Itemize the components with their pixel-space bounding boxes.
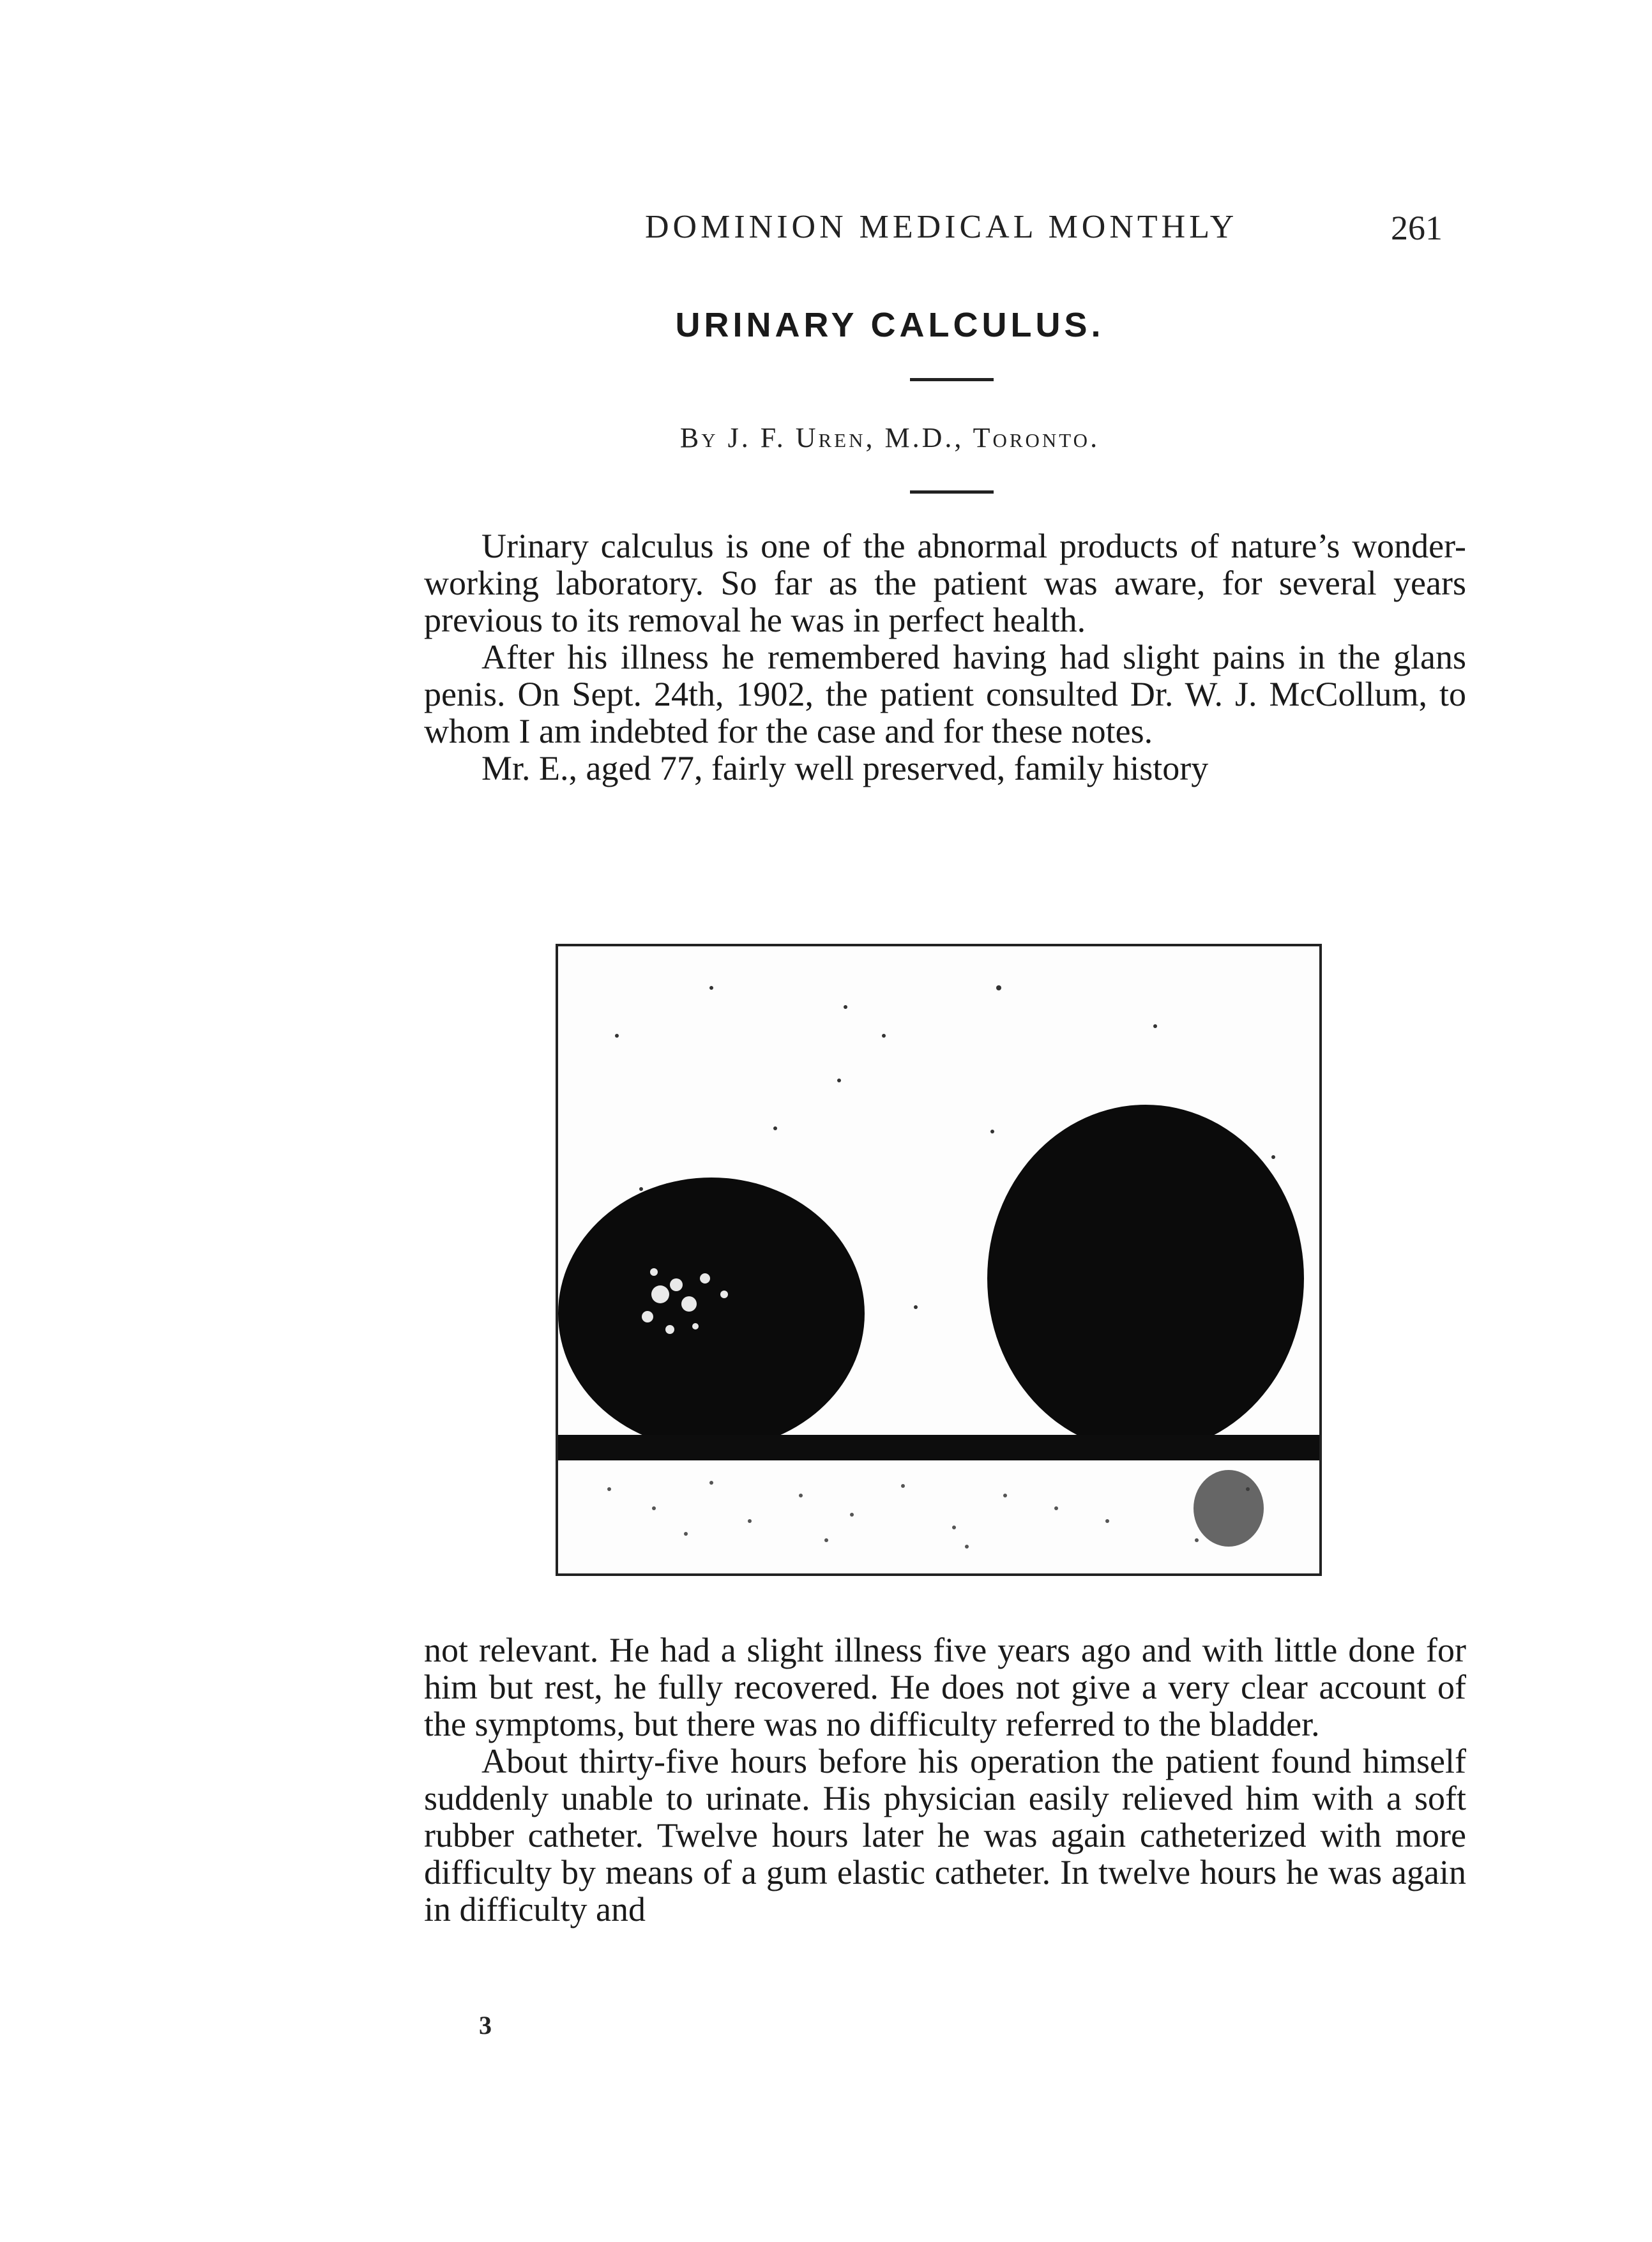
calculus-photograph bbox=[556, 944, 1322, 1576]
running-head: DOMINION MEDICAL MONTHLY bbox=[645, 209, 1238, 245]
large-stone bbox=[987, 1105, 1304, 1452]
body-text-top bbox=[424, 527, 1466, 787]
article-byline: By J. F. Uren, M.D., Toronto. bbox=[679, 422, 1100, 453]
photo-shadow bbox=[1194, 1470, 1264, 1547]
body-text-bottom bbox=[424, 1632, 1466, 1928]
title-rule bbox=[910, 378, 994, 381]
signature-mark: 3 bbox=[479, 2011, 492, 2040]
paragraph: About thirty-five hours before his operation the patient found himself suddenly unable to urinate. His physician easily relieved him with a soft rubber catheter. Twelve hours later he was again catheterized with more difficulty by means of a gum elastic catheter. In twelve hours he was again in difficulty and bbox=[424, 1742, 1466, 1928]
paragraph: not relevant. He had a slight illness five years ago and with little done for him but rest, he fully recovered. He does not give a very clear account of the symptoms, but there was no difficulty referred to the bladder. bbox=[424, 1631, 1466, 1743]
paragraph: After his illness he remembered having had slight pains in the glans penis. On Sept. 24th, 1902, the patient consulted Dr. W. J. McCollum, to whom I am indebted for the case and for these notes. bbox=[424, 638, 1466, 750]
article-title: URINARY CALCULUS. bbox=[675, 306, 1105, 344]
page-number: 261 bbox=[1391, 209, 1443, 247]
photo-shelf bbox=[558, 1435, 1319, 1460]
calculus-photograph-image bbox=[558, 946, 1319, 1573]
byline-rule bbox=[910, 490, 994, 494]
paragraph: Mr. E., aged 77, fairly well preserved, family history bbox=[481, 749, 1209, 787]
paragraph: Urinary calculus is one of the abnormal products of nature’s wonder-working laboratory. So far as the patient was aware, for several years previous to its removal he was in perfect health. bbox=[424, 527, 1466, 639]
small-stone bbox=[558, 1178, 865, 1450]
